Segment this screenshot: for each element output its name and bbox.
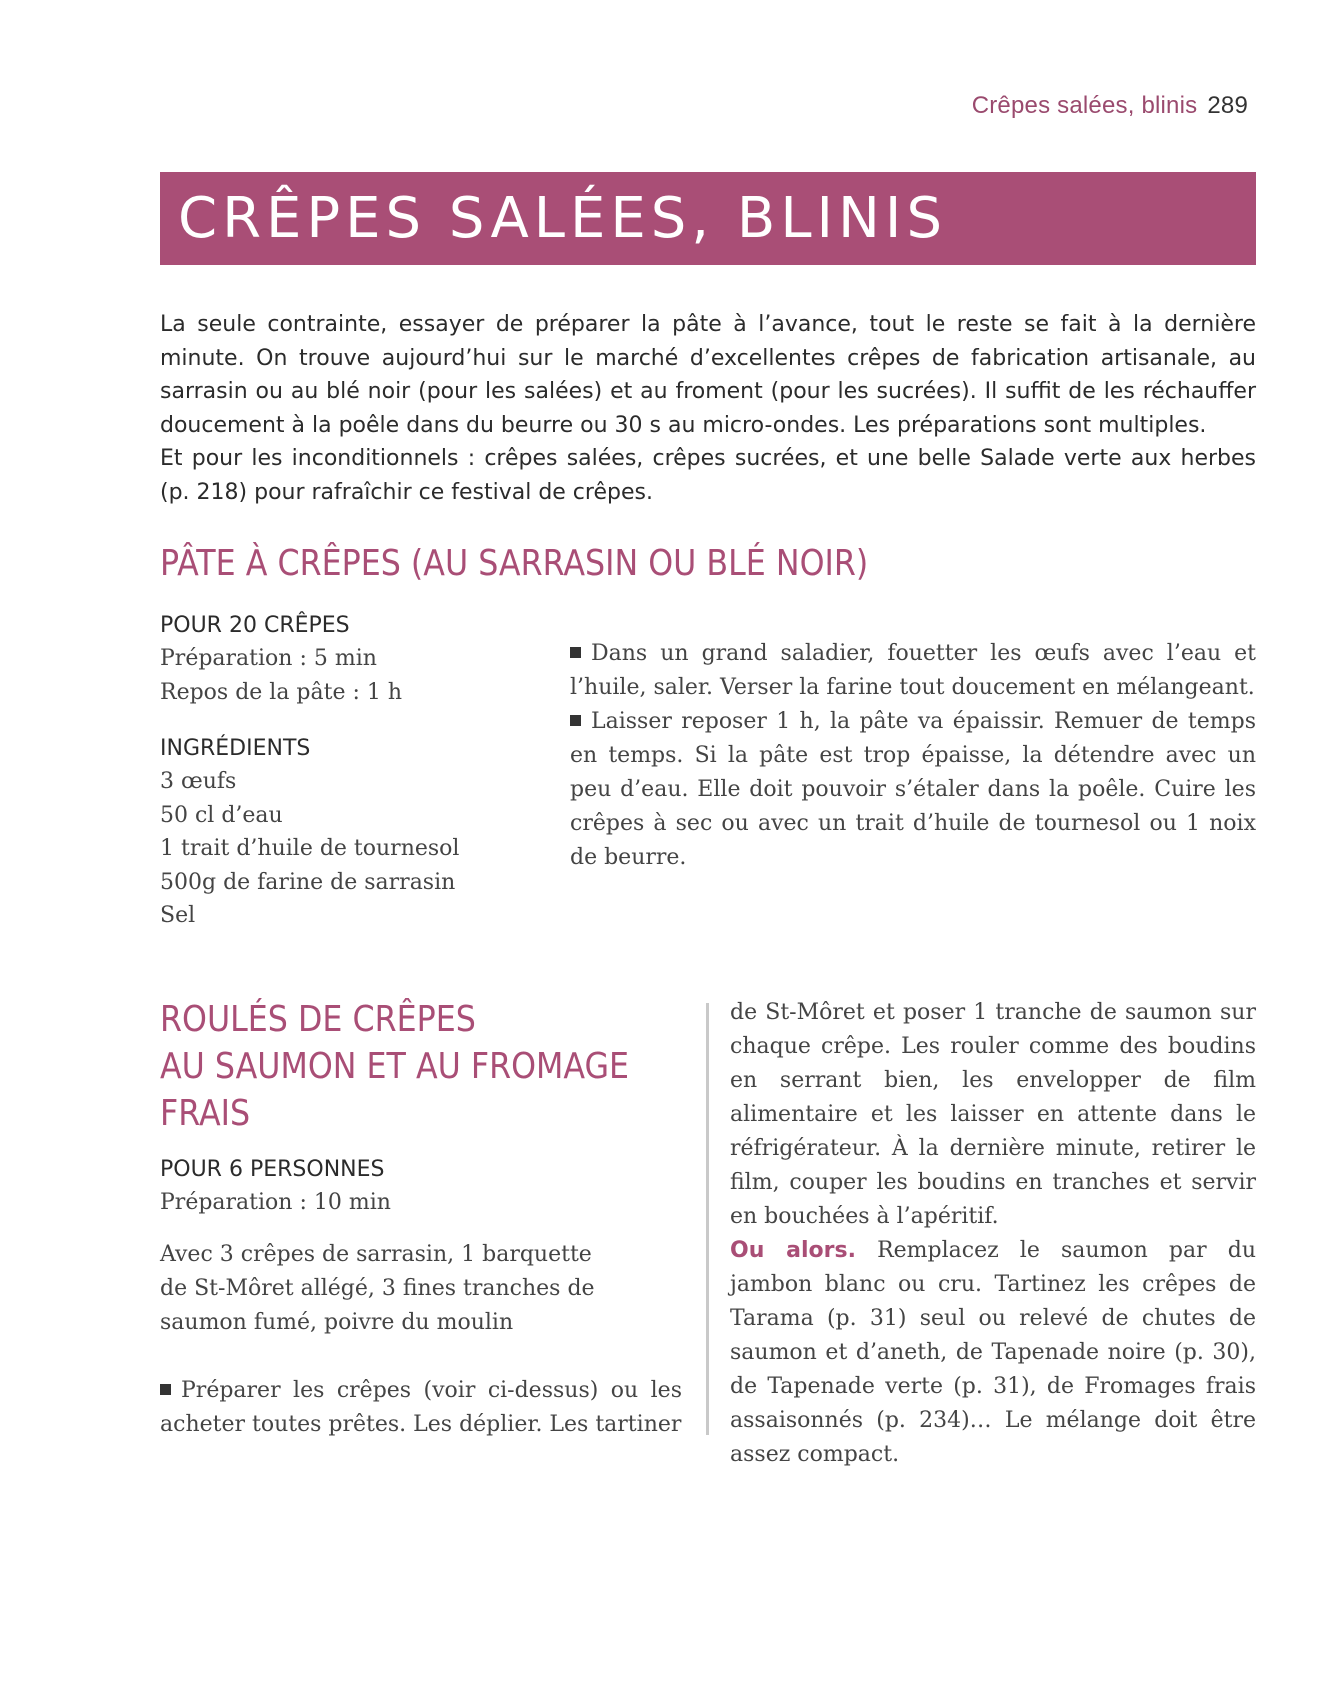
recipe-2-meta (160, 1153, 680, 1220)
recipe-2-step-1 (160, 1374, 682, 1442)
variant-text: Remplacez le saumon par du jambon blanc ou cru. Tartinez les crêpes de Tarama (p. 31) seul ou relevé de chutes de saumon et d’aneth, de Tapenade noire (p. 30), de Tapenade verte (p. 31), de Fromages frais assaisonnés (p. 234)… Le mélange doit être assez compact. (730, 1238, 1257, 1467)
recipe-2-ingredients (160, 1238, 610, 1340)
recipe-1-rest-time: Repos de la pâte : 1 h (160, 680, 403, 705)
bullet-icon (570, 715, 581, 726)
intro-text (160, 308, 1256, 510)
ingredient-item: Sel (160, 903, 196, 928)
chapter-title: CRÊPES SALÉES, BLINIS (178, 186, 947, 251)
ingredient-item: 500g de farine de sarrasin (160, 869, 456, 895)
recipe-2-step-right (730, 996, 1256, 1472)
column-divider (706, 1003, 709, 1435)
bullet-icon (160, 1384, 171, 1395)
running-header (972, 92, 1248, 120)
recipe-1-step-1 (570, 637, 1256, 705)
recipe-2-title-line-1: ROULÉS DE CRÊPES (160, 999, 476, 1040)
recipe-1-step-1-text: Dans un grand saladier, fouetter les œufs avec l’eau et l’huile, saler. Verser la farine tout doucement en mélangeant. (570, 641, 1256, 700)
ingredient-item: 1 trait d’huile de tournesol (160, 836, 460, 861)
recipe-1-step-2-text: Laisser reposer 1 h, la pâte va épaissir. Remuer de temps en temps. Si la pâte est trop épaisse, la détendre avec un peu d’eau. Elle doit pouvoir s’étaler dans la poêle. Cuire les crêpes à sec ou avec un trait d’huile de tournesol ou 1 noix de beurre. (570, 709, 1256, 870)
recipe-1-prep-time: Préparation : 5 min (160, 646, 377, 671)
recipe-1-title: PÂTE À CRÊPES (AU SARRASIN OU BLÉ NOIR) (160, 543, 869, 584)
running-title: Crêpes salées, blinis (971, 92, 1198, 119)
intro-paragraph-1: La seule contrainte, essayer de préparer la pâte à l’avance, tout le reste se fait à la dernière minute. On trouve aujourd’hui sur le marché d’excellentes crêpes de fabrication artisanale, au sarrasin ou au blé noir (pour les salées) et au froment (pour les sucrées). Il suffit de les réchauffer doucement à la poêle dans du beurre ou 30 s au micro-ondes. Les préparations sont multiples. (160, 312, 1256, 438)
recipe-1-meta (160, 609, 540, 933)
recipe-1-steps (570, 637, 1256, 875)
intro-paragraph-2: Et pour les inconditionnels : crêpes salées, crêpes sucrées, et une belle Salade verte aux herbes (p. 218) pour rafraîchir ce festival de crêpes. (160, 446, 1256, 505)
page-number: 289 (1207, 92, 1248, 119)
recipe-2-step-left-text: Préparer les crêpes (voir ci-dessus) ou les acheter toutes prêtes. Les déplier. Les tartiner (160, 1378, 682, 1437)
recipe-2-step-right-text: de St-Môret et poser 1 tranche de saumon sur chaque crêpe. Les rouler comme des boudins en serrant bien, les envelopper de film alimentaire et les laisser en attente dans le réfrigérateur. À la dernière minute, retirer le film, couper les boudins en tranches et servir en bouchées à l’apéritif. (730, 1000, 1256, 1229)
chapter-banner (160, 172, 1256, 265)
recipe-2-variant (730, 1234, 1256, 1472)
ingredient-item: 50 cl d’eau (160, 802, 283, 828)
recipe-1-yield: POUR 20 CRÊPES (160, 613, 350, 638)
recipe-2-title-line-3: FRAIS (160, 1093, 251, 1134)
ingredient-item: 3 œufs (160, 769, 237, 794)
ingredients-heading: INGRÉDIENTS (160, 736, 311, 761)
recipe-2-prep-time: Préparation : 10 min (160, 1190, 391, 1215)
variant-label: Ou alors. (730, 1238, 856, 1263)
recipe-1-step-2 (570, 705, 1256, 875)
recipe-2-ingredients-text: Avec 3 crêpes de sarrasin, 1 barquette de St-Môret allégé, 3 fines tranches de saumon fumé, poivre du moulin (160, 1242, 595, 1335)
bullet-icon (570, 647, 581, 658)
recipe-2-yield: POUR 6 PERSONNES (160, 1157, 385, 1182)
recipe-2-title-line-2: AU SAUMON ET AU FROMAGE (160, 1046, 630, 1087)
recipe-2-step-left (160, 1374, 682, 1442)
